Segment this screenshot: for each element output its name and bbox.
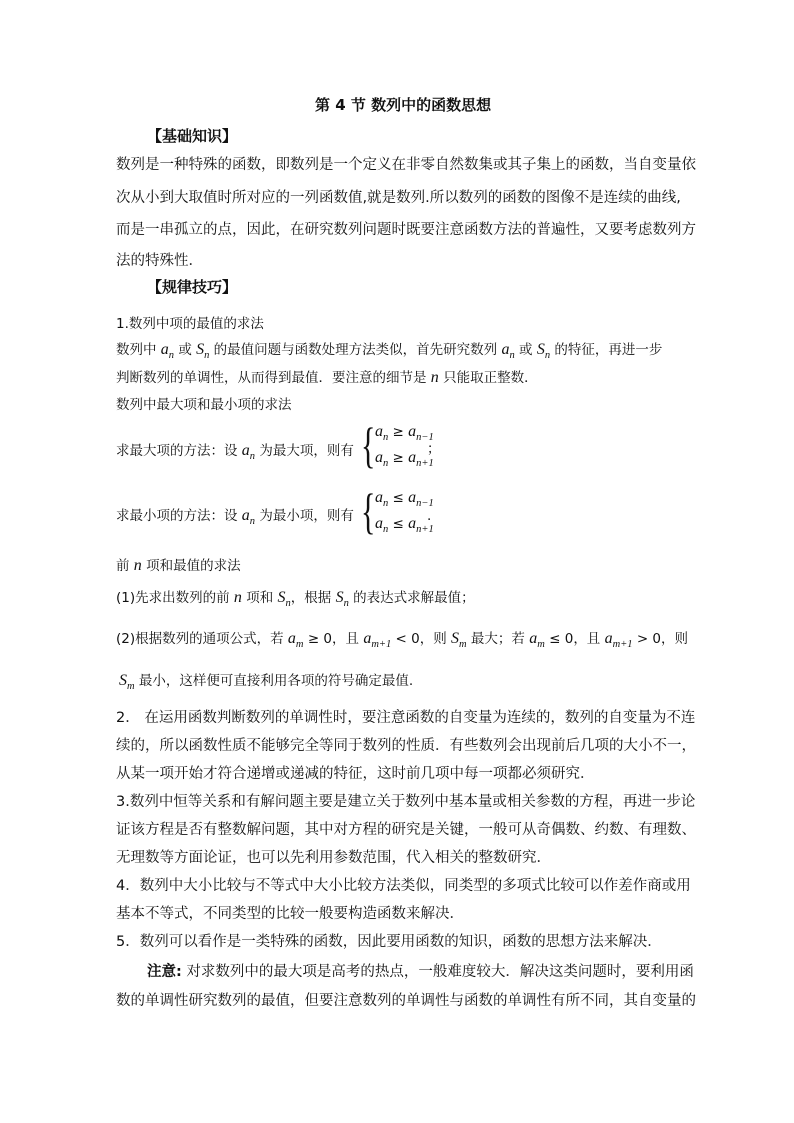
point-2-line-1: 2． 在运用函数判断数列的单调性时，要注意函数的自变量为连续的，数列的自变量为不连: [116, 710, 696, 726]
basic-line-2: 次从小到大取值时所对应的一列函数值,就是数列.所以数列的函数的图像不是连续的曲线,: [116, 190, 681, 206]
note-label: 注意:: [147, 964, 182, 980]
sum-step-2-cont: $S_m$ 最小，这样便可直接利用各项的符号确定最值.: [119, 672, 414, 692]
min-condition-1: $a_n \le a_{n-1}$: [375, 489, 434, 509]
sum-title: 前 n 项和最值的求法: [116, 557, 241, 574]
max-end: ；: [427, 441, 441, 457]
basic-line-4: 法的特殊性．: [116, 253, 203, 269]
max-condition-1: $a_n \ge a_{n-1}$: [375, 423, 434, 443]
min-term-method: 求最小项的方法：设 $a_n$ 为最小项，则有: [116, 507, 354, 527]
point-3-line-2: 证该方程是否有整数解问题，其中对方程的研究是关键，一般可从奇偶数、约数、有理数、: [116, 822, 696, 838]
point-3-line-3: 无理数等方面论证，也可以先利用参数范围，代入相关的整数研究．: [116, 850, 551, 866]
point-2-line-3: 从某一项开始才符合递增或递减的特征，这时前几项中每一项都必须研究．: [116, 766, 595, 782]
basic-line-3: 而是一串孤立的点，因此，在研究数列问题时既要注意函数方法的普遍性，又要考虑数列方: [116, 222, 696, 238]
sum-step-1: (1)先求出数列的前 n 项和 $S_n$，根据 $S_n$ 的表达式求解最值；: [116, 589, 475, 609]
min-end: .: [427, 508, 432, 524]
section-1-title: 1.数列中项的最值的求法: [116, 316, 264, 332]
extreme-term-title: 数列中最大项和最小项的求法: [116, 397, 292, 413]
max-brace: {: [361, 417, 376, 473]
max-term-method: 求最大项的方法：设 $a_n$ 为最大项，则有: [116, 442, 354, 462]
note-line-2: 数的单调性研究数列的最值，但要注意数列的单调性与函数的单调性有所不同，其自变量的: [116, 993, 696, 1009]
section-1-line-1: 数列中 $a_n$ 或 $S_n$ 的最值问题与函数处理方法类似，首先研究数列 $a_n$ 或 $S_n$ 的特征，再进一步: [116, 341, 663, 361]
point-3-line-1: 3.数列中恒等关系和有解问题主要是建立关于数列中基本量或相关参数的方程，再进一步论: [116, 794, 696, 810]
min-brace: {: [361, 483, 376, 539]
min-condition-2: $a_n \le a_{n+1}$: [375, 515, 434, 535]
point-5: 5．数列可以看作是一类特殊的函数，因此要用函数的知识，函数的思想方法来解决．: [116, 934, 662, 950]
point-4-line-2: 基本不等式，不同类型的比较一般要构造函数来解决．: [116, 906, 464, 922]
note-line-1: 注意: 对求数列中的最大项是高考的热点，一般难度较大．解决这类问题时，要利用函: [147, 964, 694, 980]
basic-heading: 【基础知识】: [147, 127, 238, 145]
rules-heading: 【规律技巧】: [147, 278, 238, 296]
section-1-line-2: 判断数列的单调性，从而得到最值．要注意的细节是 n 只能取正整数．: [116, 369, 538, 386]
max-condition-2: $a_n \ge a_{n+1}$: [375, 449, 434, 469]
sum-step-2: (2)根据数列的通项公式，若 $a_m \ge 0$，且 $a_{m+1} < 0$，则 $S_m$ 最大；若 $a_m \le 0$，且 $a_{m+1} > 0$，则: [116, 630, 689, 650]
point-2-line-2: 续的，所以函数性质不能够完全等同于数列的性质．有些数列会出现前后几项的大小不一，: [116, 738, 696, 754]
page-title: 第 4 节 数列中的函数思想: [315, 96, 492, 114]
point-4-line-1: 4．数列中大小比较与不等式中大小比较方法类似，同类型的多项式比较可以作差作商或用: [116, 878, 691, 894]
basic-line-1: 数列是一种特殊的函数，即数列是一个定义在非零自然数集或其子集上的函数，当自变量依: [116, 157, 696, 173]
